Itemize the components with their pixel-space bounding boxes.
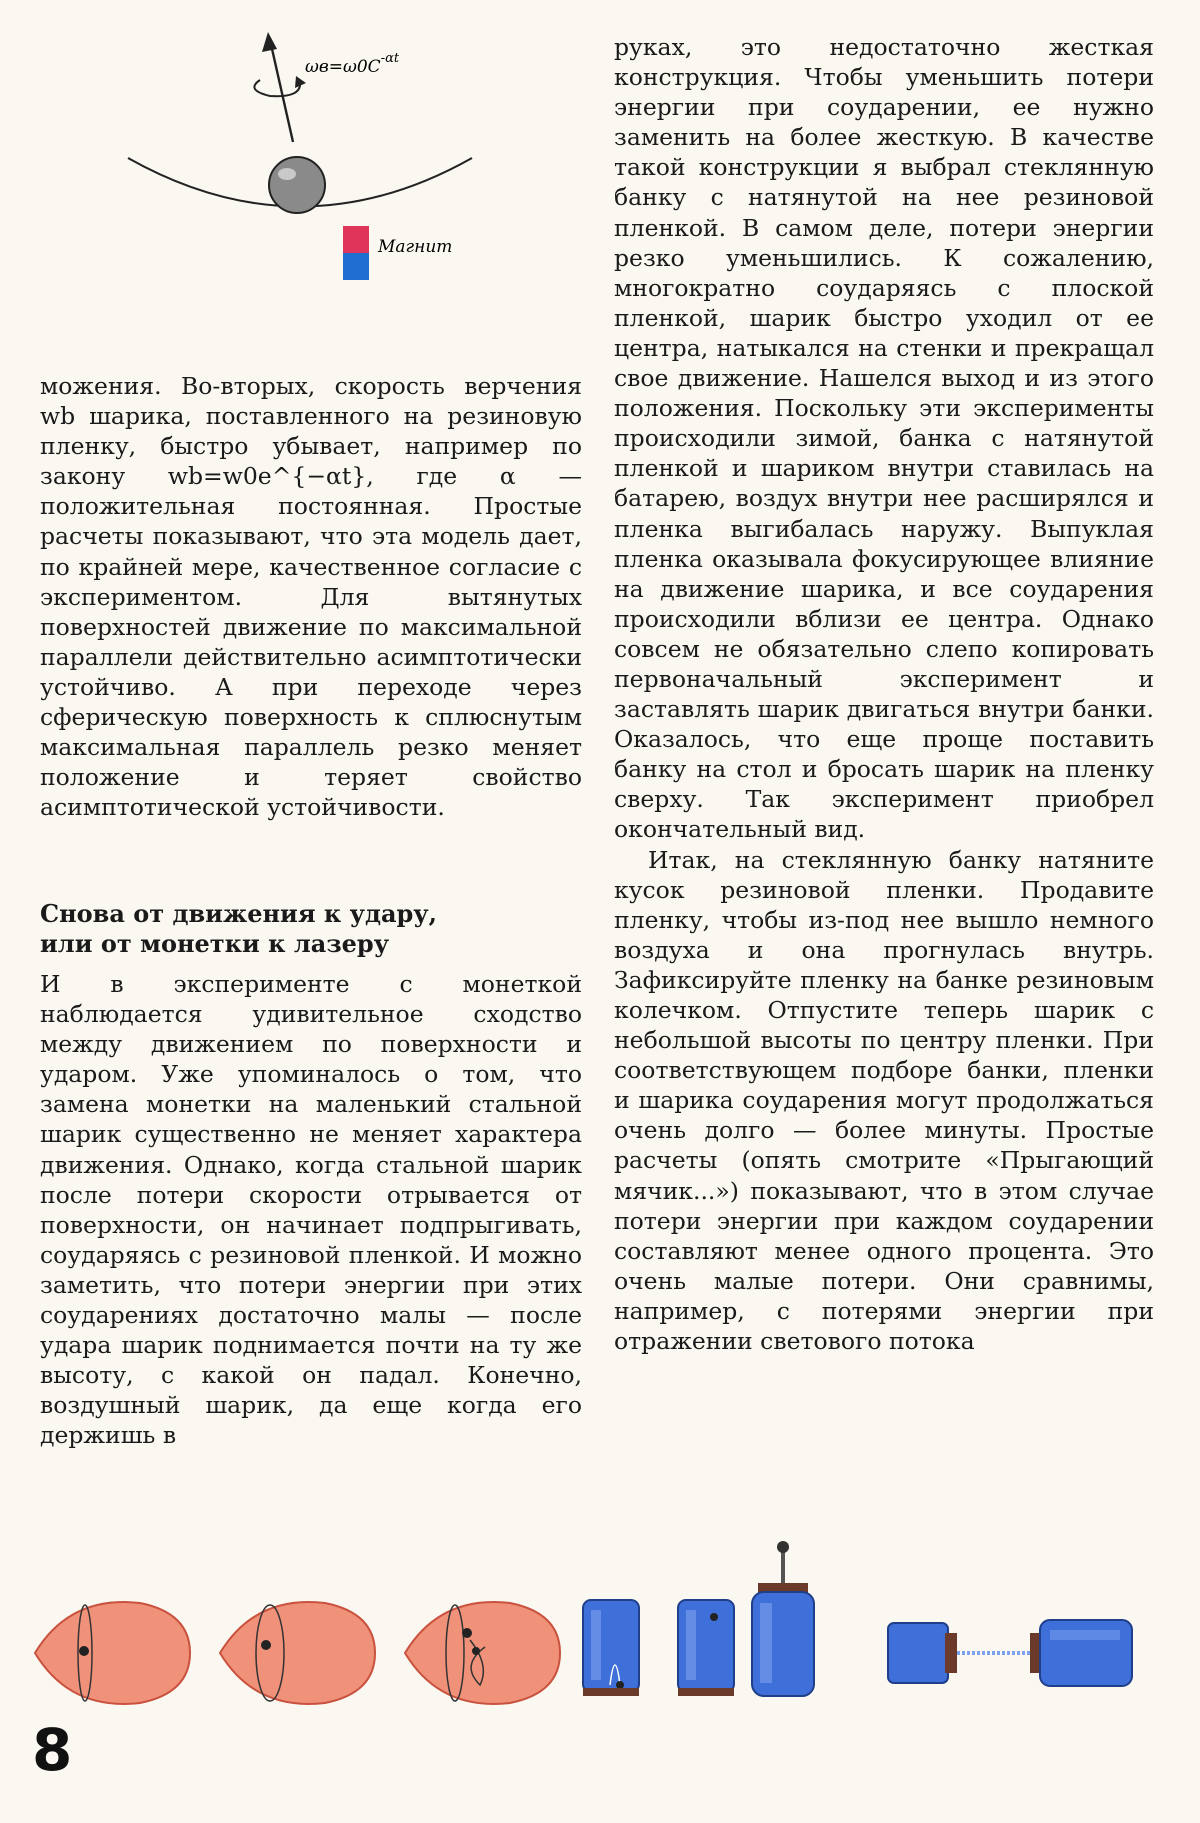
section-heading — [40, 899, 582, 959]
left-column-bottom — [40, 969, 582, 1451]
jar-illustration — [583, 1600, 639, 1696]
ball-highlight — [278, 168, 296, 180]
formula-label: $\omega в=\omega 0C^{-\alpha t}$ — [305, 51, 400, 77]
balloon-illustration — [220, 1602, 375, 1704]
paragraph: можения. Во-вторых, скорость верчения wb шарика, поставленного на резиновую пленку, быстро убывает, например по закону wb=w0e^{−αt}, где α — положительная постоянная. Простые расчеты показывают, что эта модель дает, по крайней мере, качественное согласие с экспериментом. Для вытянутых поверхностей движение по максимальной параллели действительно асимптотически устойчиво. А при переходе через сферическую поверхность к сплюснутым максимальная параллель резко меняет положение и теряет свойство асимптотической устойчивости. — [40, 372, 582, 822]
ball-magnet-figure — [120, 30, 480, 310]
heading-line: или от монетки к лазеру — [40, 929, 390, 958]
right-column — [614, 32, 1154, 1356]
paragraph: руках, это недостаточно жесткая конструкция. Чтобы уменьшить потери энергии при соударении, ее нужно заменить на более жесткую. В качестве такой конструкции я выбрал стеклянную банку с натянутой на нее резиновой пленкой. В самом деле, потери энергии резко уменьшились. К сожалению, многократно соударяясь с плоской пленкой, шарик быстро уходил от ее центра, натыкался на стенки и прекращал свое движение. Нашелся выход и из этого положения. Поскольку эти эксперименты происходили зимой, банка с натянутой пленкой и шариком внутри ставилась на батарею, воздух внутри нее расширялся и пленка выгибалась наружу. Выпуклая пленка оказывала фокусирующее влияние на движение шарика, и все соударения происходили вблизи ее центра. Однако совсем не обязательно слепо копировать первоначальный эксперимент и заставлять шарик двигаться внутри банки. Оказалось, что еще проще поставить банку на стол и бросать шарик на пленку сверху. Так эксперимент приобрел окончательный вид. — [614, 33, 1154, 844]
laser-jars-illustration — [888, 1620, 1132, 1686]
jar-illustration — [678, 1600, 734, 1696]
magnet-north — [343, 226, 369, 253]
rotation-arrow — [254, 80, 300, 96]
page-number: 8 — [32, 1716, 73, 1784]
heading-line: Снова от движения к удару, — [40, 899, 438, 928]
axis-arrowhead — [262, 32, 277, 52]
spin-axis — [270, 40, 293, 142]
steel-ball — [269, 157, 325, 213]
left-column-top — [40, 371, 582, 822]
paragraph: Итак, на стеклянную банку натяните кусок резиновой пленки. Продавите пленку, чтобы из-под нее вышло немного воздуха и она прогнулась внутрь. Зафиксируйте пленку на банке резиновым колечком. Отпустите теперь шарик с небольшой высоты по центру пленки. При соответствующем подборе банки, пленки и шарика соударения могут продолжаться очень долго — более минуты. Простые расчеты (опять смотрите «Прыгающий мячик...») показывают, что в этом случае потери энергии при каждом соударении составляют менее одного процента. Это очень малые потери. Они сравнимы, например, с потерями энергии при отражении светового потока — [614, 845, 1154, 1356]
experiment-illustrations — [30, 1535, 1170, 1715]
jar-illustration — [752, 1541, 814, 1696]
balloon-illustration — [35, 1602, 190, 1704]
paragraph: И в эксперименте с монеткой наблюдается удивительное сходство между движением по поверхности и ударом. Уже упоминалось о том, что замена монетки на маленький стальной шарик существенно не меняет характера движения. Однако, когда стальной шарик после потери скорости отрывается от поверхности, он начинает подпрыгивать, соударяясь с резиновой пленкой. И можно заметить, что потери энергии при этих соударениях достаточно малы — после удара шарик поднимается почти на ту же высоту, с какой он падал. Конечно, воздушный шарик, да еще когда его держишь в — [40, 970, 582, 1450]
magnet-south — [343, 253, 369, 280]
balloon-illustration — [405, 1602, 560, 1704]
magnet-label: Магнит — [378, 237, 453, 257]
